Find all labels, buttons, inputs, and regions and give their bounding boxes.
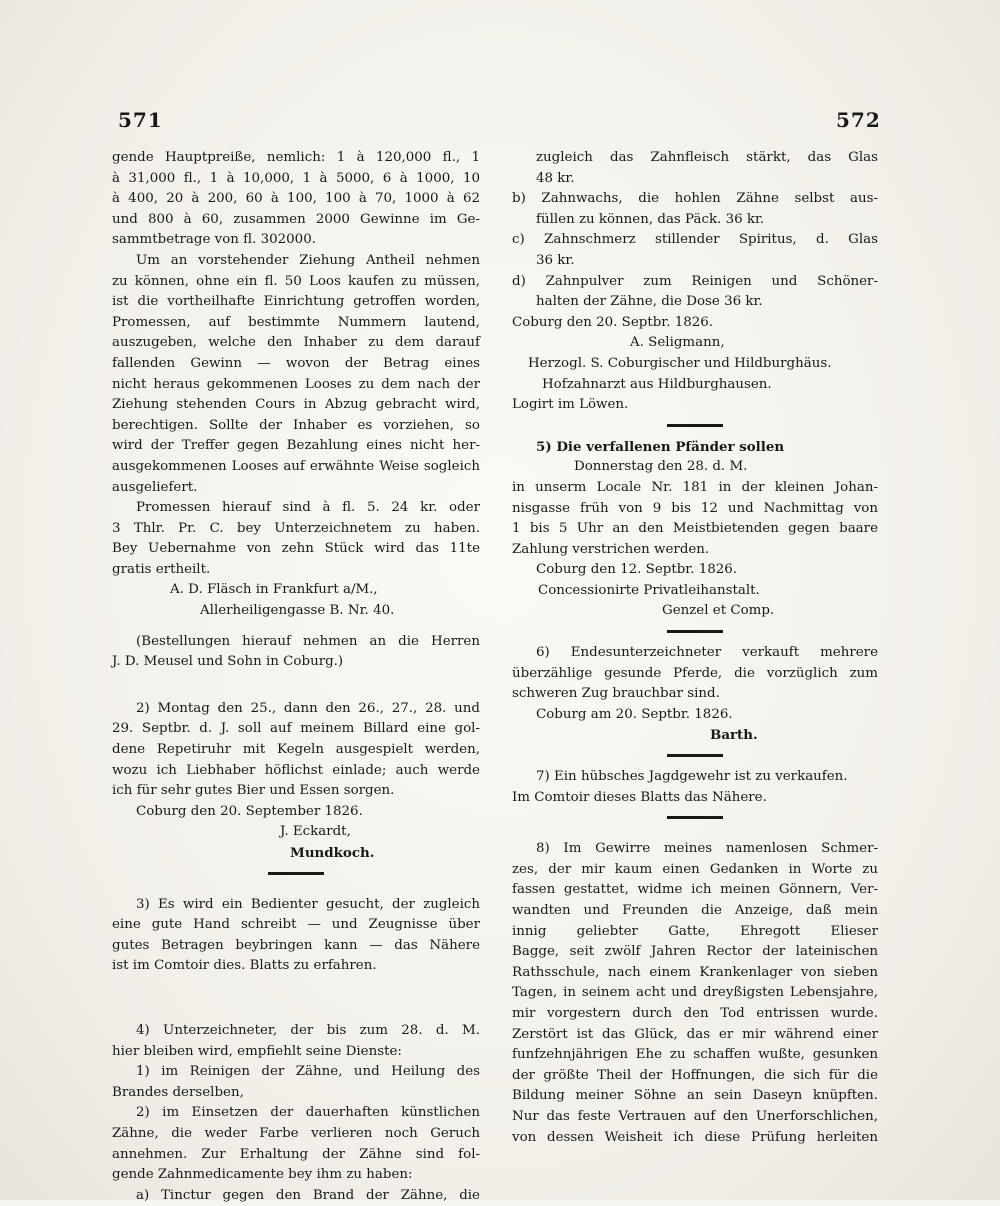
text-line: schweren Zug brauchbar sind. xyxy=(512,686,720,702)
text-line: 5) Die verfallenen Pfänder sollen xyxy=(536,438,785,455)
text-line: mir vorgestern durch den Tod entrissen wurde. xyxy=(512,1005,878,1021)
lottery-prizes-paragraph xyxy=(112,148,480,251)
text-line: ist im Comtoir dies. Blatts zu erfahren. xyxy=(112,958,377,974)
text-line: Nur das feste Vertrauen auf den Unerforschlichen, xyxy=(512,1108,878,1124)
text-line: 48 kr. xyxy=(536,170,575,186)
text-line: Rathsschule, nach einem Krankenlager von sieben xyxy=(512,964,878,980)
text-line: und 800 à 60, zusammen 2000 Gewinne im Ge- xyxy=(112,211,480,227)
text-line: 2) Montag den 25., dann den 26., 27., 28. und xyxy=(136,700,480,716)
text-line: auszugeben, welche den Inhaber zu dem darauf xyxy=(112,335,480,351)
divider-rule xyxy=(268,872,324,875)
text-line: 36 kr. xyxy=(536,252,575,268)
divider-rule xyxy=(667,630,723,633)
text-line: 4) Unterzeichneter, der bis zum 28. d. M. xyxy=(136,1022,480,1038)
text-line: der größte Theil der Hoffnungen, die sich für die xyxy=(512,1067,878,1083)
text-line: 29. Septbr. d. J. soll auf meinem Billard eine gol- xyxy=(112,721,480,737)
text-line: c) Zahnschmerz stillender Spiritus, d. Glas xyxy=(512,232,878,248)
text-line: Zerstört ist das Glück, das er mir während einer xyxy=(512,1026,878,1042)
text-line: zugleich das Zahnfleisch stärkt, das Glas xyxy=(536,150,878,165)
text-line: (Bestellungen hierauf nehmen an die Herren xyxy=(136,633,480,649)
notice-date: Coburg den 12. Septbr. 1826. xyxy=(536,562,738,578)
lodging-note: Logirt im Löwen. xyxy=(512,397,629,413)
text-line: Bagge, seit zwölf Jahren Rector der lateinischen xyxy=(512,944,878,960)
text-line: Zähne, die weder Farbe verlieren noch Geruch xyxy=(112,1125,480,1141)
text-line: 1 bis 5 Uhr an den Meistbietenden gegen baare xyxy=(512,521,878,537)
text-line: Donnerstag den 28. d. M. xyxy=(574,459,748,475)
text-line: eine gute Hand schreibt — und Zeugnisse über xyxy=(112,917,480,933)
text-line: Promessen hierauf sind à fl. 5. 24 kr. oder xyxy=(136,500,480,516)
notice-obituary xyxy=(512,839,878,1148)
text-line: Im Comtoir dieses Blatts das Nähere. xyxy=(512,789,767,805)
text-line: wandten und Freunden die Anzeige, daß mein xyxy=(512,903,878,918)
text-line: gende Zahnmedicamente bey ihm zu haben: xyxy=(112,1167,413,1183)
divider-rule xyxy=(667,816,723,819)
text-line: ausgeliefert. xyxy=(112,479,198,495)
lottery-promessen-paragraph xyxy=(112,251,480,498)
text-line: zes, der mir kaum einen Gedanken in Worte zu xyxy=(512,861,878,877)
text-line: zu können, ohne ein fl. 50 Loos kaufen zu müssen, xyxy=(112,273,480,289)
notice-date: Coburg den 20. September 1826. xyxy=(136,803,363,819)
text-line: fassen gestattet, widme ich meinen Gönnern, Ver- xyxy=(512,882,878,898)
dentist-medicaments-list xyxy=(512,148,878,416)
text-line: Tagen, in seinem acht und dreyßigsten Lebensjahre, xyxy=(512,985,878,1001)
text-line: à 31,000 fl., 1 à 10,000, 1 à 5000, 6 à 1000, 10 xyxy=(112,170,480,186)
text-line: 3 Thlr. Pr. C. bey Unterzeichnetem zu haben. xyxy=(112,520,480,536)
divider-rule xyxy=(667,424,723,427)
text-line: gende Hauptpreiße, nemlich: 1 à 120,000 fl., 1 xyxy=(112,150,480,165)
signature-title: Herzogl. S. Coburgischer und Hildburghäus. xyxy=(528,355,832,371)
notice-pawn-auction xyxy=(512,437,878,622)
text-line: nisgasse früh von 9 bis 12 und Nachmittag von xyxy=(512,500,878,516)
text-line: ausgekommenen Looses auf erwähnte Weise sogleich xyxy=(112,458,480,474)
notice-servant xyxy=(112,895,480,977)
orders-note xyxy=(112,632,480,673)
signature-title: Hofzahnarzt aus Hildburghausen. xyxy=(542,376,772,392)
text-line: überzählige gesunde Pferde, die vorzüglich zum xyxy=(512,665,878,681)
text-line: halten der Zähne, die Dose 36 kr. xyxy=(536,294,763,310)
text-line: fallenden Gewinn — wovon der Betrag eines xyxy=(112,355,480,371)
right-column xyxy=(512,148,878,1148)
text-line: gutes Betragen beybringen kann — das Nähere xyxy=(112,937,480,953)
text-line: funfzehnjährigen Ehe zu schaffen wußte, gesunken xyxy=(512,1047,878,1063)
text-line: hier bleiben wird, empfiehlt seine Dienste: xyxy=(112,1043,402,1059)
text-line: gratis ertheilt. xyxy=(112,561,211,577)
lottery-signature-block xyxy=(112,580,480,621)
text-line: 8) Im Gewirre meines namenlosen Schmer- xyxy=(536,841,878,857)
text-line: ich für sehr gutes Bier und Essen sorgen. xyxy=(112,783,395,799)
signature-name: A. Seligmann, xyxy=(630,335,725,351)
signature-name: Concessionirte Privatleihanstalt. xyxy=(538,582,760,598)
text-line: annehmen. Zur Erhaltung der Zähne sind fol- xyxy=(112,1146,480,1162)
text-line: Zahlung verstrichen werden. xyxy=(512,541,710,557)
text-line: wird der Treffer gegen Bezahlung eines nicht her- xyxy=(112,438,480,454)
text-line: innig geliebter Gatte, Ehregott Elieser xyxy=(512,923,878,939)
signature-address: Allerheiligengasse B. Nr. 40. xyxy=(200,603,395,619)
text-line: 1) im Reinigen der Zähne, und Heilung des xyxy=(136,1064,480,1080)
text-line: d) Zahnpulver zum Reinigen und Schöner- xyxy=(512,273,878,289)
notice-date: Coburg den 20. Septbr. 1826. xyxy=(512,314,714,330)
text-line: berechtigen. Sollte der Inhaber es vorziehen, so xyxy=(112,417,480,433)
signature-name: Barth. xyxy=(710,727,758,744)
text-line: von dessen Weisheit ich diese Prüfung herleiten xyxy=(512,1129,878,1145)
text-line: Bey Uebernahme von zehn Stück wird das 11te xyxy=(112,541,480,557)
text-line: sammtbetrage von fl. 302000. xyxy=(112,232,316,248)
text-line: 6) Endesunterzeichneter verkauft mehrere xyxy=(536,645,878,661)
text-line: füllen zu können, das Päck. 36 kr. xyxy=(536,211,765,227)
text-line: nicht heraus gekommenen Looses zu dem nach der xyxy=(112,376,480,392)
text-line: à 400, 20 à 200, 60 à 100, 100 à 70, 1000 à 62 xyxy=(112,191,480,207)
notice-date: Coburg am 20. Septbr. 1826. xyxy=(536,706,733,722)
text-line: wozu ich Liebhaber höflichst einlade; auch werde xyxy=(112,762,480,778)
left-column xyxy=(112,148,480,1206)
notice-dentist xyxy=(112,1021,480,1206)
text-line: ist die vortheilhafte Einrichtung getroffen worden, xyxy=(112,294,480,310)
signature-company: Genzel et Comp. xyxy=(662,603,775,619)
text-line: dene Repetiruhr mit Kegeln ausgespielt werden, xyxy=(112,742,480,758)
text-line: Um an vorstehender Ziehung Antheil nehmen xyxy=(136,252,480,268)
text-line: Brandes derselben, xyxy=(112,1084,244,1100)
text-line: Ziehung stehenden Cours in Abzug gebracht wird, xyxy=(112,397,480,413)
notice-hunting-rifle xyxy=(512,767,878,808)
text-line: Bildung meiner Söhne an sein Daseyn knüpften. xyxy=(512,1088,878,1104)
page-number-left: 571 xyxy=(118,108,163,132)
notice-billiard xyxy=(112,699,480,864)
text-line: 7) Ein hübsches Jagdgewehr ist zu verkaufen. xyxy=(536,769,848,785)
text-line: Promessen, auf bestimmte Nummern lautend, xyxy=(112,314,480,330)
text-line: a) Tinctur gegen den Brand der Zähne, die xyxy=(136,1187,480,1203)
signature-name: A. D. Fläsch in Frankfurt a/M., xyxy=(170,582,378,598)
text-line: J. D. Meusel und Sohn in Coburg.) xyxy=(112,654,344,670)
text-line: 3) Es wird ein Bedienter gesucht, der zugleich xyxy=(136,896,480,912)
text-line: b) Zahnwachs, die hohlen Zähne selbst aus- xyxy=(512,191,878,207)
text-line: in unserm Locale Nr. 181 in der kleinen Johan- xyxy=(512,479,878,495)
signature-title: Mundkoch. xyxy=(290,845,375,861)
promessen-price-paragraph xyxy=(112,498,480,580)
page-number-right: 572 xyxy=(836,108,881,132)
notice-horses xyxy=(512,643,878,746)
text-line: 2) im Einsetzen der dauerhaften künstlichen xyxy=(136,1105,480,1121)
divider-rule xyxy=(667,754,723,757)
signature-name: J. Eckardt, xyxy=(280,824,351,840)
